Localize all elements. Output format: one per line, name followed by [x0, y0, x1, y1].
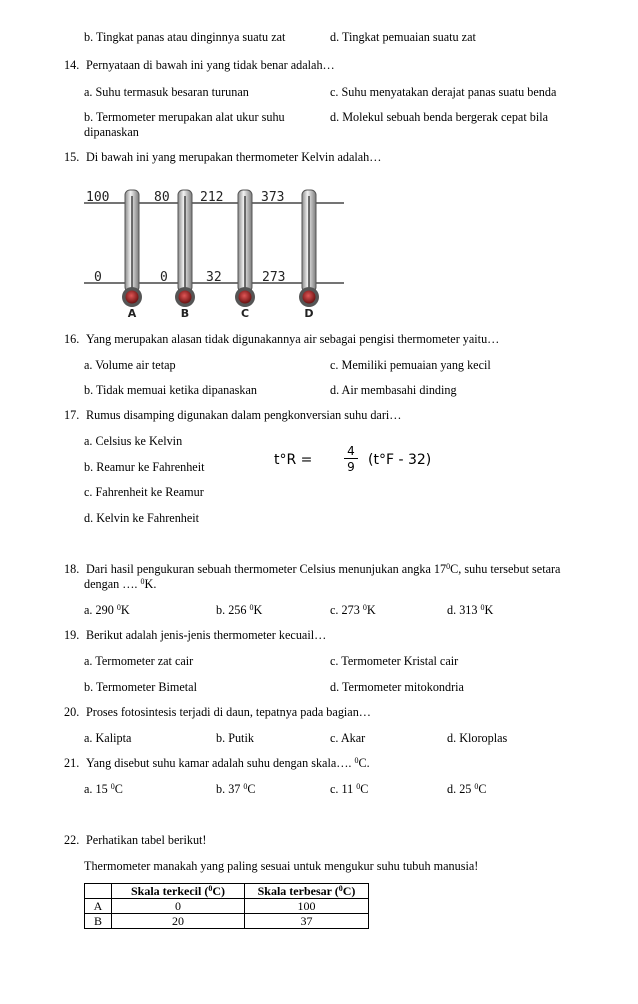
option-unit: C: [360, 782, 369, 796]
question-number: 16.: [64, 332, 80, 346]
question-number: 21.: [64, 756, 80, 770]
question-text: Di bawah ini yang merupakan thermometer Kelvin adalah…: [86, 150, 382, 164]
option-d: d. Molekul sebuah benda bergerak cepat bila: [330, 110, 549, 124]
formula-lhs: t°R =: [274, 452, 313, 468]
option-a: a. Suhu termasuk besaran turunan: [84, 85, 249, 99]
option-text: c. 273: [330, 603, 363, 617]
label-a: A: [127, 307, 137, 318]
option-a: a. Kalipta: [84, 731, 132, 745]
question-17: [64, 408, 401, 423]
option-c: [330, 782, 368, 797]
top-value-c: 212: [200, 190, 224, 205]
option-d: [447, 603, 493, 618]
option-text: b. 37: [216, 782, 244, 796]
top-value-d: 373: [261, 190, 285, 205]
question-18-line2: [84, 577, 156, 592]
question-15: [64, 150, 381, 165]
option-b: b. Tingkat panas atau dinginnya suatu zat: [84, 30, 286, 44]
option-d: d. Kloroplas: [447, 731, 508, 745]
table-header-empty: [85, 884, 112, 899]
option-text: d. 313: [447, 603, 481, 617]
degree-sup: 0: [354, 756, 359, 765]
option-d: [447, 782, 487, 797]
question-21: [64, 756, 370, 771]
question-text: Yang disebut suhu kamar adalah suhu dengan skala….: [86, 756, 355, 770]
table-row: [85, 899, 369, 914]
option-c: c. Termometer Kristal cair: [330, 654, 459, 668]
degree-sup: 0: [249, 603, 254, 612]
label-b: B: [180, 307, 190, 318]
thermometer-b: [175, 190, 195, 307]
option-unit: C: [478, 782, 487, 796]
line-text: dengan ….: [84, 577, 141, 591]
option-b-continuation: dipanaskan: [84, 125, 139, 139]
option-text: d. 25: [447, 782, 475, 796]
degree-sup: 0: [446, 562, 451, 571]
option-b: b. Putik: [216, 731, 254, 745]
option-b: b. Termometer Bimetal: [84, 680, 197, 694]
option-a: a. Termometer zat cair: [84, 654, 194, 668]
question-text: Dari hasil pengukuran sebuah thermometer Celsius menunjukan angka 17: [86, 562, 447, 576]
question-text: Perhatikan tabel berikut!: [86, 833, 207, 847]
thermometer-figure: [84, 186, 348, 318]
option-b: b. Termometer merupakan alat ukur suhu: [84, 110, 285, 124]
option-text: a. 15: [84, 782, 111, 796]
formula-numerator: 4: [347, 444, 355, 458]
line-text: K.: [144, 577, 157, 591]
degree-sup: 0: [356, 782, 361, 791]
table-header-row: [85, 884, 369, 899]
question-number: 18.: [64, 562, 80, 576]
option-unit: K: [120, 603, 130, 617]
table-cell: B: [85, 914, 112, 929]
header-text: Skala terkecil (: [131, 884, 209, 898]
option-unit: K: [366, 603, 376, 617]
question-number: 20.: [64, 705, 80, 719]
formula-denominator: 9: [347, 460, 355, 474]
option-d: d. Kelvin ke Fahrenheit: [84, 511, 200, 525]
option-a: [84, 782, 123, 797]
option-text: a. 290: [84, 603, 117, 617]
option-c: [330, 603, 376, 618]
question-20: [64, 705, 371, 720]
table-cell: A: [85, 899, 112, 914]
table-header-min: [112, 884, 245, 899]
question-text: Yang merupakan alasan tidak digunakannya air sebagai pengisi thermometer yaitu…: [86, 332, 500, 346]
option-d: d. Termometer mitokondria: [330, 680, 464, 694]
degree-sup: 0: [474, 782, 479, 791]
degree-sup: 0: [480, 603, 485, 612]
formula-rhs: (t°F - 32): [368, 452, 432, 468]
thermometer-a: [122, 190, 142, 307]
option-unit: C: [114, 782, 123, 796]
thermometer-c: [235, 190, 255, 307]
option-unit: K: [484, 603, 494, 617]
header-text: Skala terbesar (: [257, 884, 339, 898]
degree-sup: 0: [362, 603, 367, 612]
table-cell: 100: [245, 899, 369, 914]
option-unit: C: [247, 782, 256, 796]
question-22: [64, 833, 206, 848]
option-b: b. Tidak memuai ketika dipanaskan: [84, 383, 257, 397]
option-d: d. Air membasahi dinding: [330, 383, 457, 397]
table-row: [85, 914, 369, 929]
option-c: c. Akar: [330, 731, 366, 745]
question-text: Proses fotosintesis terjadi di daun, tepatnya pada bagian…: [86, 705, 371, 719]
conversion-formula: [272, 444, 482, 476]
option-b: [216, 782, 256, 797]
question-text-cont: C, suhu tersebut setara: [450, 562, 561, 576]
question-18: [64, 562, 560, 577]
degree-sup: 0: [116, 603, 121, 612]
option-text: b. 256: [216, 603, 250, 617]
question-22-prompt: Thermometer manakah yang paling sesuai untuk mengukur suhu tubuh manusia!: [84, 859, 479, 873]
scale-table: [84, 883, 369, 929]
option-text: c. 11: [330, 782, 357, 796]
option-a: a. Celsius ke Kelvin: [84, 434, 183, 448]
option-c: c. Suhu menyatakan derajat panas suatu benda: [330, 85, 557, 99]
question-16: [64, 332, 499, 347]
option-a: a. Volume air tetap: [84, 358, 176, 372]
label-d: D: [304, 307, 314, 318]
option-b: b. Reamur ke Fahrenheit: [84, 460, 205, 474]
top-value-a: 100: [86, 190, 110, 205]
thermometer-d: [299, 190, 319, 307]
option-b: [216, 603, 262, 618]
header-text: C): [342, 884, 356, 898]
question-text-cont: C.: [358, 756, 370, 770]
question-14: [64, 58, 335, 73]
option-unit: K: [253, 603, 263, 617]
question-number: 14.: [64, 58, 80, 72]
question-19: [64, 628, 326, 643]
question-text: Rumus disamping digunakan dalam pengkonversian suhu dari…: [86, 408, 402, 422]
option-c: c. Memiliki pemuaian yang kecil: [330, 358, 491, 372]
table-header-max: [245, 884, 369, 899]
option-a: [84, 603, 130, 618]
table-cell: 20: [112, 914, 245, 929]
degree-sup: 0: [208, 884, 213, 893]
table-cell: 37: [245, 914, 369, 929]
bottom-value-a: 0: [94, 270, 102, 285]
option-c: c. Fahrenheit ke Reamur: [84, 485, 204, 499]
question-number: 15.: [64, 150, 80, 164]
bottom-value-d: 273: [262, 270, 286, 285]
table-cell: 0: [112, 899, 245, 914]
bottom-value-c: 32: [206, 270, 222, 285]
bottom-value-b: 0: [160, 270, 168, 285]
question-number: 22.: [64, 833, 80, 847]
degree-sup: 0: [140, 577, 145, 586]
degree-sup: 0: [338, 884, 343, 893]
top-value-b: 80: [154, 190, 170, 205]
degree-sup: 0: [110, 782, 115, 791]
degree-sup: 0: [243, 782, 248, 791]
question-text: Pernyataan di bawah ini yang tidak benar adalah…: [86, 58, 335, 72]
question-number: 19.: [64, 628, 80, 642]
question-number: 17.: [64, 408, 80, 422]
header-text: C): [212, 884, 225, 898]
question-text: Berikut adalah jenis-jenis thermometer kecuail…: [86, 628, 327, 642]
label-c: C: [240, 307, 250, 318]
option-d: d. Tingkat pemuaian suatu zat: [330, 30, 476, 44]
